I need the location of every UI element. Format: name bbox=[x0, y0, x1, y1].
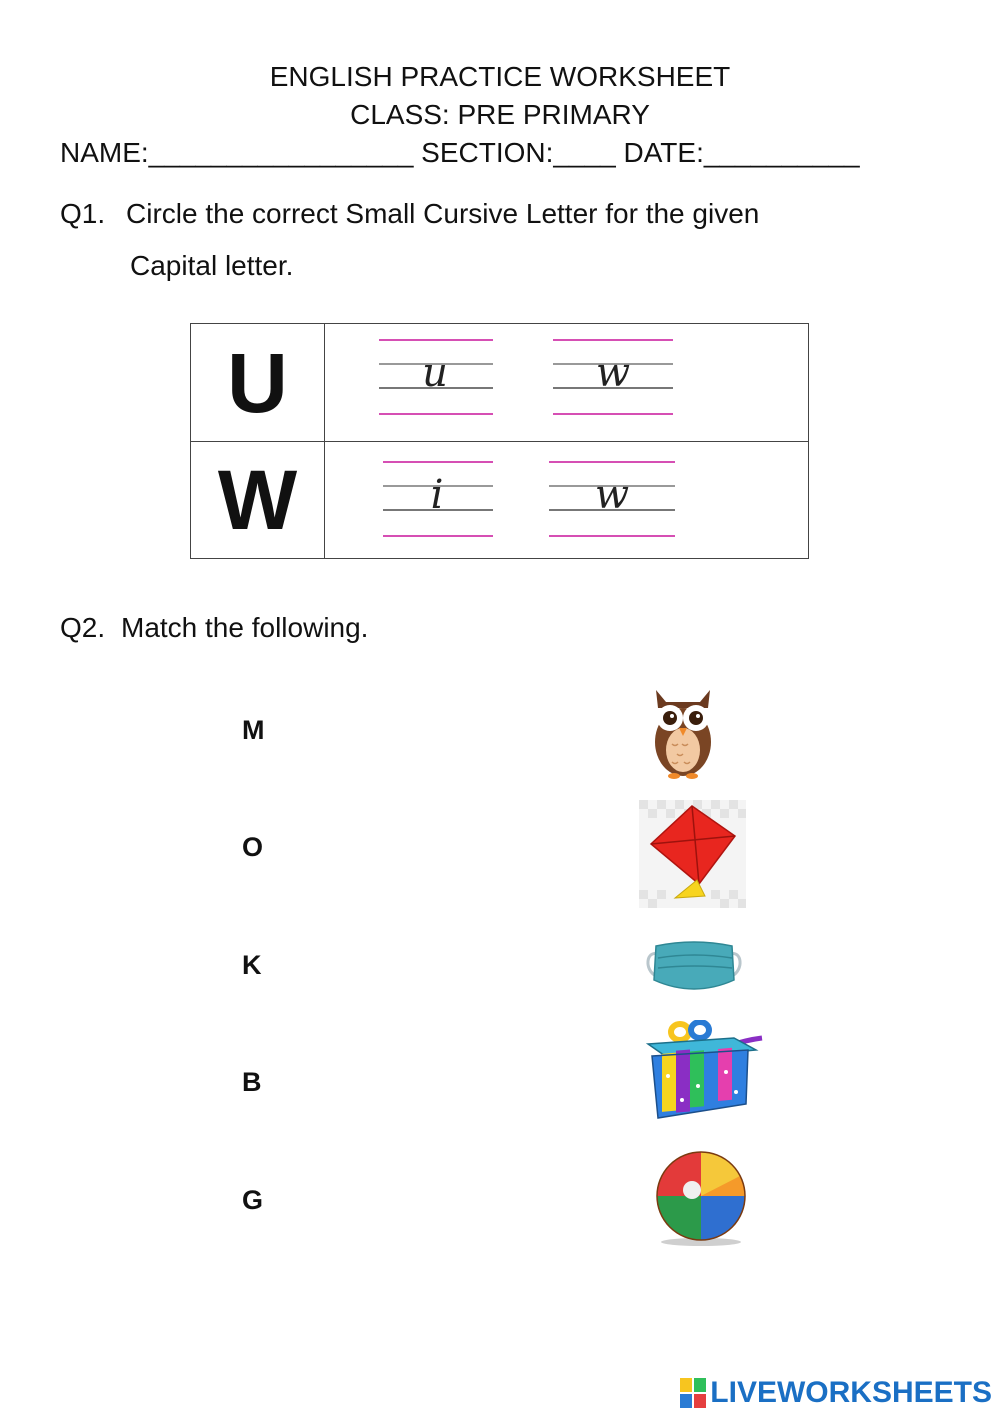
q1-row-w bbox=[191, 442, 809, 559]
class-line: CLASS: PRE PRIMARY bbox=[350, 99, 650, 130]
q1-text-line2: Capital letter. bbox=[130, 250, 294, 281]
cursive-option-u-2-glyph: w bbox=[595, 350, 631, 396]
q2-text: Match the following. bbox=[121, 612, 369, 643]
cursive-option-u-1[interactable] bbox=[377, 334, 495, 418]
q1-row-u bbox=[191, 324, 809, 442]
capital-letter-u: U bbox=[191, 324, 325, 442]
q2-number: Q2. bbox=[60, 612, 106, 643]
liveworksheets-logo-icon bbox=[680, 1378, 706, 1408]
cursive-options-w bbox=[325, 442, 809, 559]
gift-box-icon[interactable] bbox=[638, 1020, 766, 1120]
face-mask-icon[interactable] bbox=[642, 936, 746, 1000]
worksheet-title: ENGLISH PRACTICE WORKSHEET bbox=[269, 61, 731, 92]
owl-icon[interactable] bbox=[648, 684, 718, 780]
cursive-options-u bbox=[325, 324, 809, 442]
capital-letter-w: W bbox=[191, 442, 325, 559]
q1-text-line1: Circle the correct Small Cursive Letter for the given bbox=[126, 198, 760, 229]
beach-ball-icon[interactable] bbox=[652, 1148, 750, 1248]
cursive-option-w-1-glyph: i bbox=[430, 472, 444, 518]
cursive-option-u-1-glyph: u bbox=[422, 350, 448, 396]
match-letter-b[interactable]: B bbox=[242, 1067, 262, 1097]
liveworksheets-wordmark: LIVEWORKSHEETS bbox=[710, 1376, 992, 1409]
name-section-date-line: NAME:_________________ SECTION:____ DATE:__________ bbox=[60, 137, 860, 168]
match-letter-k[interactable]: K bbox=[242, 950, 262, 980]
kite-icon[interactable] bbox=[639, 800, 746, 908]
q1-table bbox=[190, 323, 809, 559]
match-letter-o[interactable]: O bbox=[242, 832, 264, 862]
cursive-option-u-2[interactable] bbox=[551, 334, 675, 418]
q1-number: Q1. bbox=[60, 198, 106, 229]
cursive-option-w-2[interactable] bbox=[547, 456, 677, 540]
match-letter-m[interactable]: M bbox=[242, 715, 265, 745]
cursive-option-w-2-glyph: w bbox=[594, 472, 630, 518]
cursive-option-w-1[interactable] bbox=[381, 456, 495, 540]
liveworksheets-brand bbox=[680, 1376, 992, 1410]
match-letter-g[interactable]: G bbox=[242, 1185, 264, 1215]
